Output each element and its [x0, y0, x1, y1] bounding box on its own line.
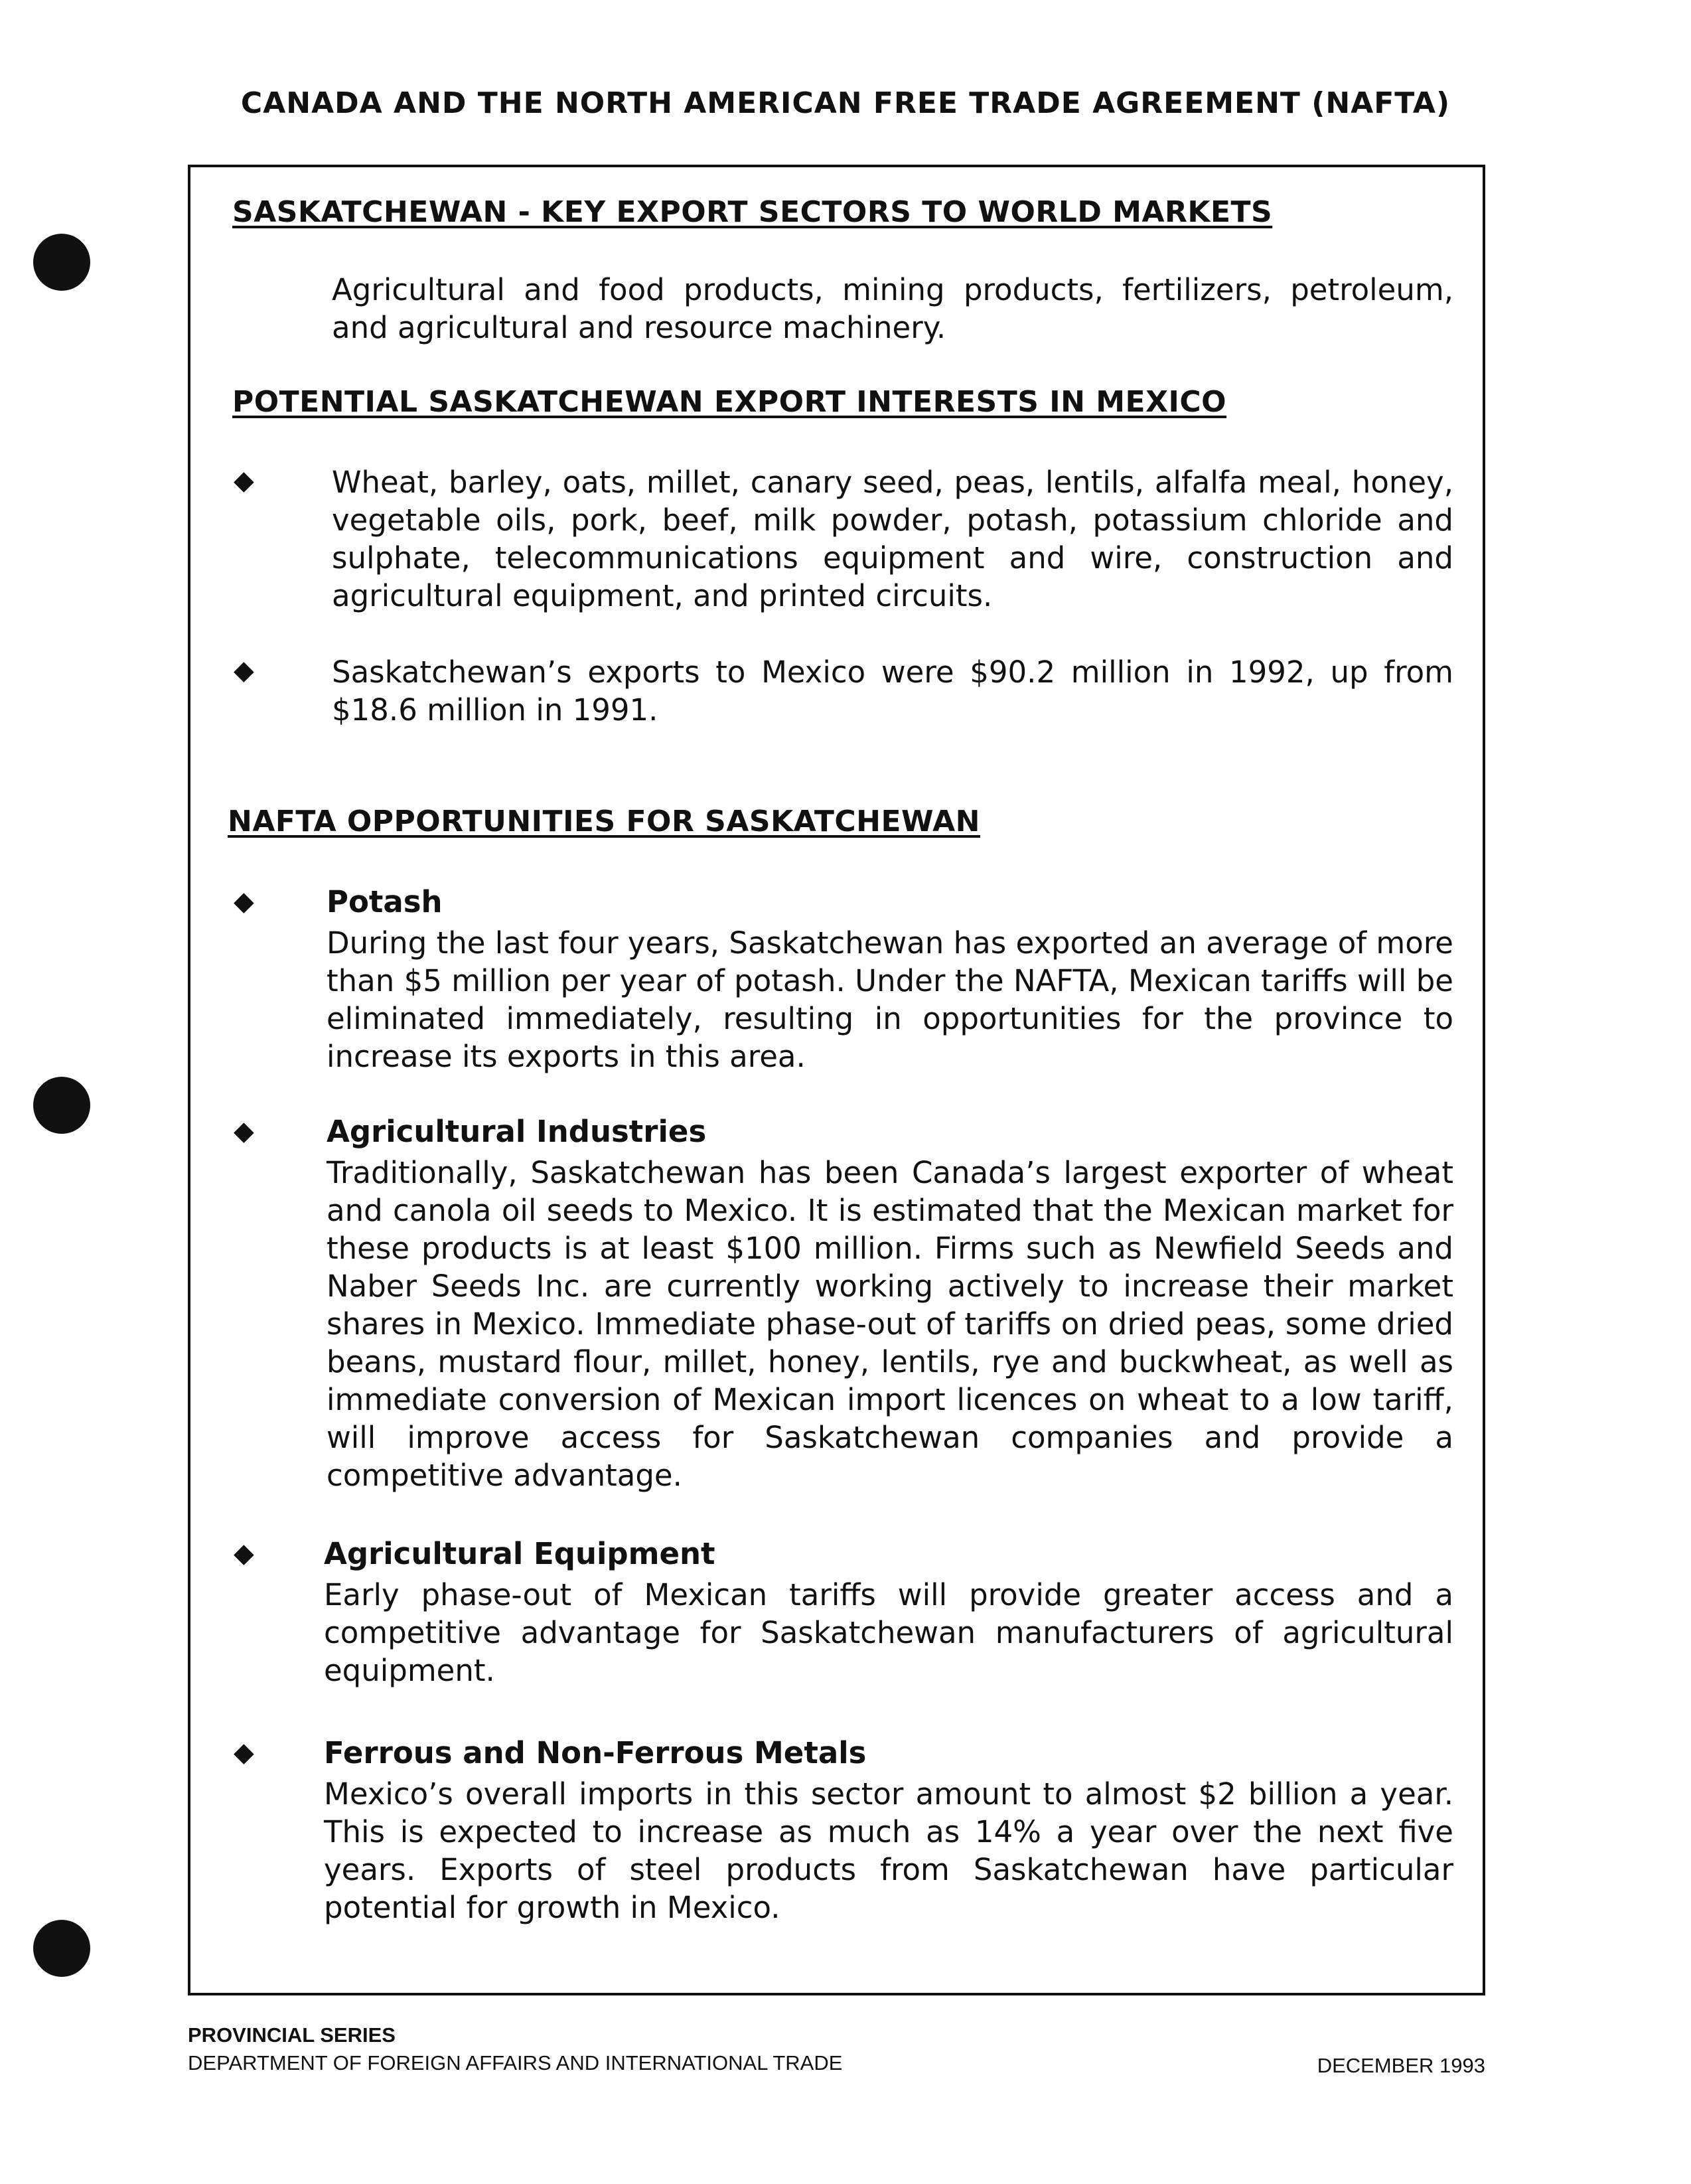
opportunity-text-metals: Mexico’s overall imports in this sector amount to almost $2 billion a year. This is expected to increase as much as 14% a year over the next five years. Exports of steel products from Saskatchewan have particular potential for growth in Mexico.	[324, 1776, 1453, 1925]
footer-department: DEPARTMENT OF FOREIGN AFFAIRS AND INTERNATIONAL TRADE	[188, 2051, 843, 2074]
opportunities-heading: NAFTA OPPORTUNITIES FOR SASKATCHEWAN	[228, 805, 980, 838]
punch-hole-middle	[33, 1077, 90, 1134]
bullet-icon: ◆	[234, 886, 254, 917]
opportunity-title-potash: Potash	[327, 884, 443, 919]
content-frame	[188, 165, 1485, 1995]
opportunity-title-agri-equipment: Agricultural Equipment	[324, 1536, 715, 1571]
bullet-icon: ◆	[234, 1737, 254, 1768]
key-sectors-heading: SASKATCHEWAN - KEY EXPORT SECTORS TO WORLD MARKETS	[232, 195, 1273, 229]
punch-hole-bottom	[33, 1920, 90, 1977]
bullet-icon: ◆	[234, 465, 254, 496]
bullet-icon: ◆	[234, 655, 254, 686]
bullet-icon: ◆	[234, 1116, 254, 1146]
opportunity-text-agri-industries: Traditionally, Saskatchewan has been Canada’s largest exporter of wheat and canola oil seeds to Mexico. It is estimated that the Mexican market for these products is at least $100 million. Firms such as Newfield Seeds and Naber Seeds Inc. are currently working actively to increase their market shares in Mexico. Immediate phase-out of tariffs on dried peas, some dried beans, mustard flour, millet, honey, lentils, rye and buckwheat, as well as immediate conversion of Mexican import licences on wheat to a low tariff, will improve access for Saskatchewan companies and provide a competitive advantage.	[327, 1155, 1453, 1493]
footer-date: DECEMBER 1993	[1317, 2054, 1485, 2077]
opportunity-title-agri-industries: Agricultural Industries	[327, 1114, 707, 1149]
key-sectors-text: Agricultural and food products, mining products, fertilizers, petroleum, and agricultural and resource machinery.	[332, 272, 1453, 345]
mexico-interest-2: Saskatchewan’s exports to Mexico were $90.2 million in 1992, up from $18.6 million in 1991.	[332, 655, 1453, 728]
opportunity-text-agri-equipment: Early phase-out of Mexican tariffs will provide greater access and a competitive advantage for Saskatchewan manufacturers of agricultural equipment.	[324, 1577, 1453, 1688]
punch-hole-top	[33, 234, 90, 291]
bullet-icon: ◆	[234, 1538, 254, 1569]
opportunity-title-metals: Ferrous and Non-Ferrous Metals	[324, 1735, 867, 1770]
mexico-interest-1: Wheat, barley, oats, millet, canary seed, peas, lentils, alfalfa meal, honey, vegetable oils, pork, beef, milk powder, potash, potassium chloride and sulphate, telecommunications equipment and wire, construction and agricultural equipment, and printed circuits.	[332, 465, 1453, 613]
page-title: CANADA AND THE NORTH AMERICAN FREE TRADE AGREEMENT (NAFTA)	[240, 86, 1451, 120]
footer-series: PROVINCIAL SERIES	[188, 2023, 396, 2047]
opportunity-text-potash: During the last four years, Saskatchewan has exported an average of more than $5 million per year of potash. Under the NAFTA, Mexican tariffs will be eliminated immediately, resulting in opportunities for the province to increase its exports in this area.	[327, 925, 1453, 1074]
mexico-interests-heading: POTENTIAL SASKATCHEWAN EXPORT INTERESTS IN MEXICO	[232, 385, 1227, 419]
